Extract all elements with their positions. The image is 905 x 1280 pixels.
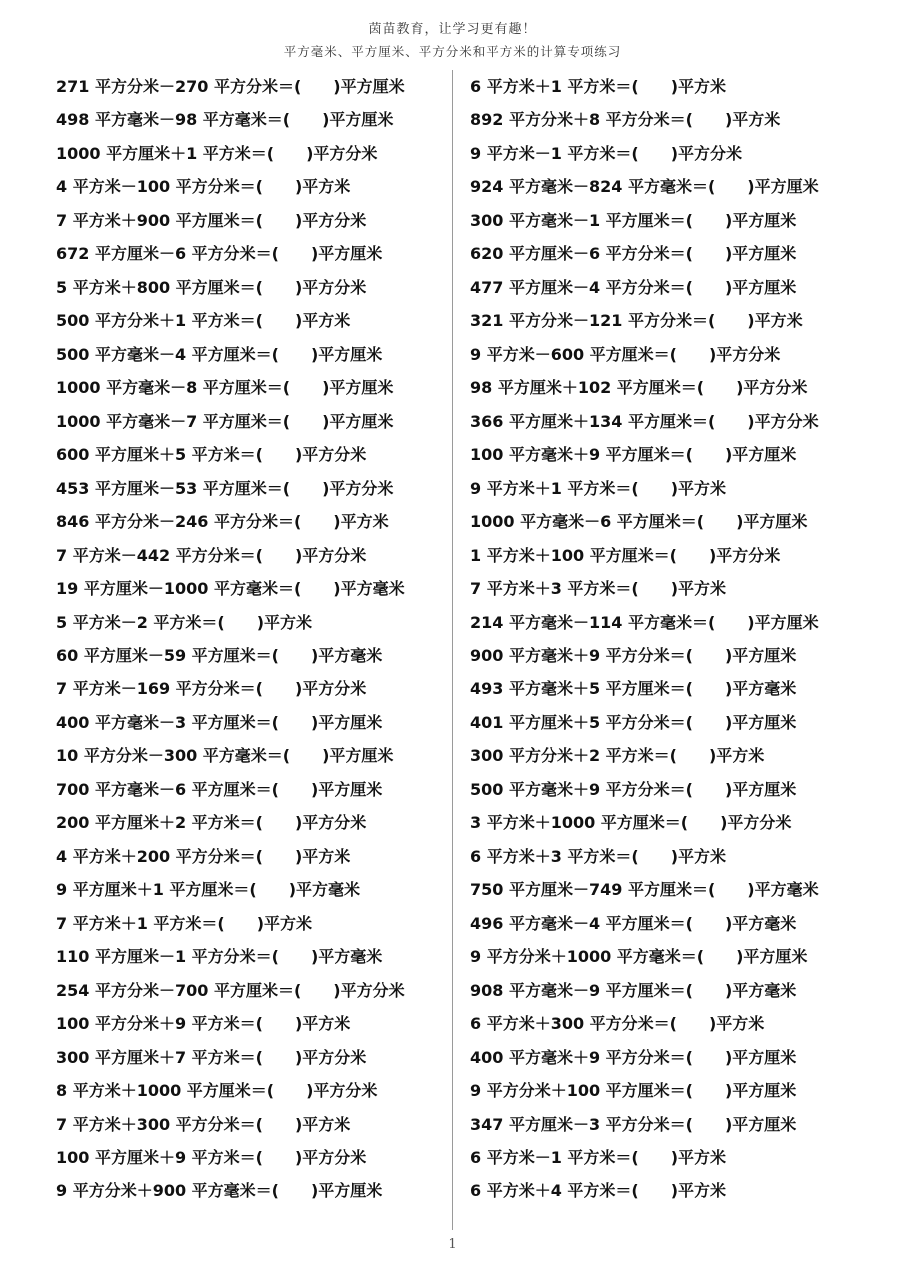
- exercise-row: 453 平方厘米－53 平方厘米＝( )平方分米: [56, 478, 394, 498]
- exercise-row: 9 平方米－600 平方厘米＝( )平方分米: [470, 344, 781, 364]
- exercise-row: 401 平方厘米＋5 平方分米＝( )平方厘米: [470, 712, 797, 732]
- exercise-row: 493 平方毫米＋5 平方厘米＝( )平方毫米: [470, 679, 797, 699]
- exercise-row: 400 平方毫米＋9 平方分米＝( )平方厘米: [470, 1047, 797, 1067]
- exercise-row: 496 平方毫米－4 平方厘米＝( )平方毫米: [470, 913, 797, 933]
- exercise-row: 100 平方分米＋9 平方米＝( )平方米: [56, 1014, 351, 1034]
- exercise-row: 9 平方分米＋1000 平方毫米＝( )平方厘米: [470, 947, 808, 967]
- exercise-row: 1000 平方毫米－7 平方厘米＝( )平方厘米: [56, 411, 394, 431]
- exercise-row: 4 平方米－100 平方分米＝( )平方米: [56, 177, 351, 197]
- exercise-row: 214 平方毫米－114 平方毫米＝( )平方厘米: [470, 612, 819, 632]
- page-number: 1: [448, 1237, 457, 1252]
- exercise-row: 400 平方毫米－3 平方厘米＝( )平方厘米: [56, 712, 383, 732]
- exercise-row: 477 平方厘米－4 平方分米＝( )平方厘米: [470, 277, 797, 297]
- exercise-row: 100 平方毫米＋9 平方厘米＝( )平方厘米: [470, 445, 797, 465]
- exercise-row: 7 平方米＋1 平方米＝( )平方米: [56, 913, 313, 933]
- exercise-row: 300 平方毫米－1 平方厘米＝( )平方厘米: [470, 210, 797, 230]
- exercise-row: 10 平方分米－300 平方毫米＝( )平方厘米: [56, 746, 394, 766]
- exercise-row: 1000 平方毫米－6 平方厘米＝( )平方厘米: [470, 512, 808, 532]
- exercise-row: 98 平方厘米＋102 平方厘米＝( )平方分米: [470, 378, 808, 398]
- exercise-row: 6 平方米－1 平方米＝( )平方米: [470, 1148, 727, 1167]
- exercise-row: 7 平方米＋900 平方厘米＝( )平方分米: [56, 210, 367, 230]
- exercise-row: 3 平方米＋1000 平方厘米＝( )平方分米: [470, 813, 792, 833]
- exercise-row: 500 平方毫米＋9 平方分米＝( )平方厘米: [470, 779, 797, 799]
- exercise-row: 600 平方厘米＋5 平方米＝( )平方分米: [56, 445, 367, 465]
- exercise-row: 5 平方米－2 平方米＝( )平方米: [56, 612, 313, 632]
- exercise-row: 1000 平方厘米＋1 平方米＝( )平方分米: [56, 143, 378, 163]
- right-exercise-column: [470, 70, 819, 1208]
- worksheet-title: 平方毫米、平方厘米、平方分米和平方米的计算专项练习: [283, 44, 622, 59]
- exercise-row: 300 平方分米＋2 平方米＝( )平方米: [470, 746, 765, 766]
- exercise-row: 6 平方米＋300 平方分米＝( )平方米: [470, 1014, 765, 1034]
- exercise-row: 750 平方厘米－749 平方厘米＝( )平方毫米: [470, 880, 819, 900]
- exercise-row: 7 平方米－442 平方分米＝( )平方分米: [56, 545, 367, 565]
- exercise-row: 900 平方毫米＋9 平方分米＝( )平方厘米: [470, 645, 797, 665]
- exercise-row: 1 平方米＋100 平方厘米＝( )平方分米: [470, 545, 781, 565]
- exercise-row: 892 平方分米＋8 平方分米＝( )平方米: [470, 110, 781, 130]
- exercise-row: 7 平方米＋3 平方米＝( )平方米: [470, 579, 727, 599]
- exercise-row: 700 平方毫米－6 平方厘米＝( )平方厘米: [56, 779, 383, 799]
- exercise-row: 620 平方厘米－6 平方分米＝( )平方厘米: [470, 244, 797, 264]
- exercise-row: 254 平方分米－700 平方厘米＝( )平方分米: [56, 980, 405, 1000]
- exercise-row: 924 平方毫米－824 平方毫米＝( )平方厘米: [470, 177, 819, 197]
- exercise-row: 4 平方米＋200 平方分米＝( )平方米: [56, 846, 351, 866]
- exercise-row: 300 平方厘米＋7 平方米＝( )平方分米: [56, 1047, 367, 1067]
- exercise-row: 347 平方厘米－3 平方分米＝( )平方厘米: [470, 1114, 797, 1134]
- exercise-row: 110 平方厘米－1 平方分米＝( )平方毫米: [56, 947, 383, 967]
- exercise-row: 9 平方米＋1 平方米＝( )平方米: [470, 478, 727, 498]
- exercise-row: 500 平方分米＋1 平方米＝( )平方米: [56, 311, 351, 331]
- header-slogan: 茵苗教育，让学习更有趣！: [368, 22, 537, 37]
- exercise-row: 321 平方分米－121 平方分米＝( )平方米: [470, 311, 803, 331]
- exercise-row: 8 平方米＋1000 平方厘米＝( )平方分米: [56, 1081, 378, 1101]
- exercise-row: 908 平方毫米－9 平方厘米＝( )平方毫米: [470, 980, 797, 1000]
- exercise-row: 9 平方米－1 平方米＝( )平方分米: [470, 143, 743, 163]
- exercise-row: 846 平方分米－246 平方分米＝( )平方米: [56, 512, 389, 532]
- exercise-row: 672 平方厘米－6 平方分米＝( )平方厘米: [56, 244, 383, 264]
- exercise-row: 498 平方毫米－98 平方毫米＝( )平方厘米: [56, 110, 394, 130]
- exercise-row: 7 平方米＋300 平方分米＝( )平方米: [56, 1114, 351, 1134]
- exercise-row: 7 平方米－169 平方分米＝( )平方分米: [56, 679, 367, 699]
- exercise-row: 9 平方分米＋900 平方毫米＝( )平方厘米: [56, 1181, 383, 1201]
- exercise-row: 200 平方厘米＋2 平方米＝( )平方分米: [56, 813, 367, 833]
- exercise-row: 271 平方分米－270 平方分米＝( )平方厘米: [56, 77, 405, 96]
- column-divider: [452, 70, 453, 1230]
- exercise-row: 5 平方米＋800 平方厘米＝( )平方分米: [56, 277, 367, 297]
- exercise-row: 6 平方米＋3 平方米＝( )平方米: [470, 846, 727, 866]
- exercise-row: 6 平方米＋4 平方米＝( )平方米: [470, 1181, 727, 1201]
- exercise-row: 500 平方毫米－4 平方厘米＝( )平方厘米: [56, 344, 383, 364]
- exercise-row: 19 平方厘米－1000 平方毫米＝( )平方毫米: [56, 579, 405, 599]
- exercise-row: 60 平方厘米－59 平方厘米＝( )平方毫米: [56, 645, 383, 665]
- exercise-row: 100 平方厘米＋9 平方米＝( )平方分米: [56, 1148, 367, 1167]
- exercise-row: 6 平方米＋1 平方米＝( )平方米: [470, 77, 727, 96]
- left-exercise-column: [56, 70, 405, 1208]
- exercise-row: 1000 平方毫米－8 平方厘米＝( )平方厘米: [56, 378, 394, 398]
- exercise-row: 9 平方厘米＋1 平方厘米＝( )平方毫米: [56, 880, 361, 900]
- exercise-row: 366 平方厘米＋134 平方厘米＝( )平方分米: [470, 411, 819, 431]
- exercise-row: 9 平方分米＋100 平方厘米＝( )平方厘米: [470, 1081, 797, 1101]
